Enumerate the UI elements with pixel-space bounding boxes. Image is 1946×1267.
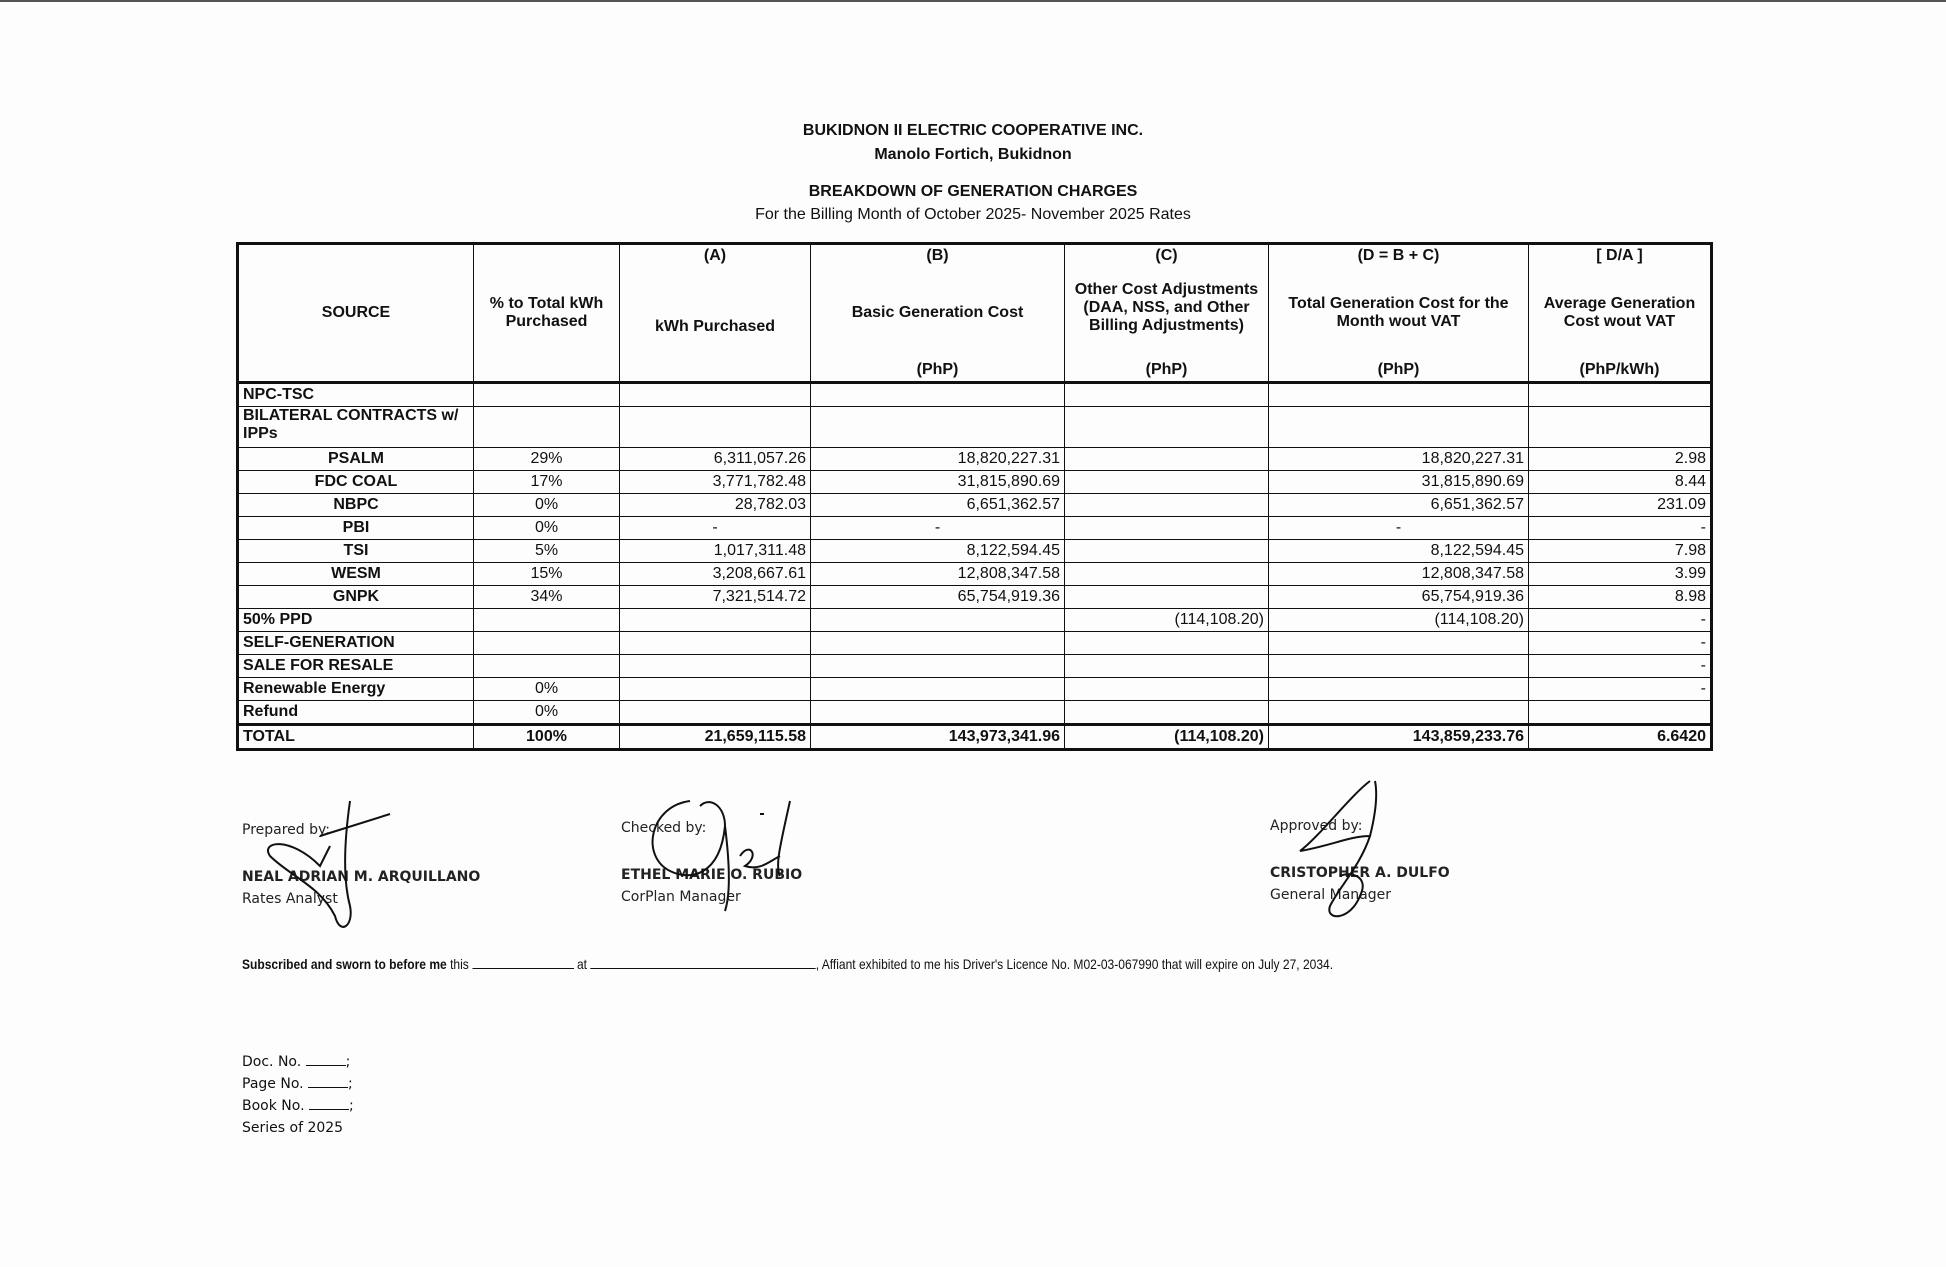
document-subtitle: For the Billing Month of October 2025- November 2025 Rates: [755, 206, 1191, 223]
cell-source: Renewable Energy: [238, 678, 474, 701]
cell-source: NBPC: [238, 494, 474, 517]
approved-by-label: Approved by:: [1270, 818, 1363, 834]
cell-avg: 2.98: [1529, 448, 1712, 471]
col-header-pct: % to Total kWh Purchased: [474, 244, 620, 383]
cell-pct: 15%: [474, 563, 620, 586]
document-title: BREAKDOWN OF GENERATION CHARGES: [808, 183, 1138, 200]
cell-total: 18,820,227.31: [1269, 448, 1529, 471]
cell-pct: [474, 632, 620, 655]
prepared-by-label: Prepared by:: [242, 822, 330, 838]
cell-other: [1065, 678, 1269, 701]
cell-source: SELF-GENERATION: [238, 632, 474, 655]
cell-kwh: [620, 407, 811, 448]
cell-pct: [474, 609, 620, 632]
prepared-by-name: NEAL ADRIAN M. ARQUILLANO: [242, 869, 481, 885]
cell-basic: -: [811, 517, 1065, 540]
cell-other: [1065, 517, 1269, 540]
date-blank: [472, 956, 573, 969]
cell-other: [1065, 407, 1269, 448]
series-line: Series of 2025: [242, 1120, 344, 1136]
cell-pct: 34%: [474, 586, 620, 609]
cell-source: Refund: [238, 701, 474, 725]
cell-avg: -: [1529, 678, 1712, 701]
table-body: [238, 383, 1712, 750]
cell-source: PSALM: [238, 448, 474, 471]
cell-basic: 65,754,919.36: [811, 586, 1065, 609]
cell-total: 6,651,362.57: [1269, 494, 1529, 517]
cell-avg: 8.44: [1529, 471, 1712, 494]
cell-total: 143,859,233.76: [1269, 725, 1529, 750]
cell-source: PBI: [238, 517, 474, 540]
cell-other: [1065, 563, 1269, 586]
cell-total: 8,122,594.45: [1269, 540, 1529, 563]
approved-by-position: General Manager: [1270, 887, 1391, 903]
cell-kwh: [620, 701, 811, 725]
cell-other: [1065, 471, 1269, 494]
cell-basic: [811, 678, 1065, 701]
cell-kwh: 7,321,514.72: [620, 586, 811, 609]
cell-total: (114,108.20): [1269, 609, 1529, 632]
cell-avg: -: [1529, 632, 1712, 655]
prepared-by-position: Rates Analyst: [242, 891, 338, 907]
cell-basic: [811, 609, 1065, 632]
col-header-source: SOURCE: [238, 244, 474, 383]
cell-total: [1269, 407, 1529, 448]
cell-pct: 0%: [474, 494, 620, 517]
cell-source: SALE FOR RESALE: [238, 655, 474, 678]
affidavit-bold: Subscribed and sworn to before me: [242, 956, 447, 972]
cell-kwh: 3,208,667.61: [620, 563, 811, 586]
top-border-line: [0, 0, 1946, 2]
cell-basic: [811, 655, 1065, 678]
cell-pct: 29%: [474, 448, 620, 471]
doc-no-label: Doc. No.: [242, 1054, 302, 1070]
cell-avg: -: [1529, 517, 1712, 540]
table-row: [238, 609, 1712, 632]
org-name: BUKIDNON II ELECTRIC COOPERATIVE INC.: [802, 122, 1144, 139]
approved-by-name: CRISTOPHER A. DULFO: [1270, 865, 1450, 881]
cell-total: 12,808,347.58: [1269, 563, 1529, 586]
cell-source: TSI: [238, 540, 474, 563]
cell-avg: [1529, 383, 1712, 407]
table-row: [238, 678, 1712, 701]
cell-kwh: 6,311,057.26: [620, 448, 811, 471]
cell-other: [1065, 586, 1269, 609]
cell-total: [1269, 678, 1529, 701]
cell-other: (114,108.20): [1065, 609, 1269, 632]
cell-avg: 8.98: [1529, 586, 1712, 609]
table-header-row: [238, 244, 1712, 383]
cell-kwh: 28,782.03: [620, 494, 811, 517]
cell-pct: 0%: [474, 701, 620, 725]
cell-basic: 6,651,362.57: [811, 494, 1065, 517]
cell-total: [1269, 632, 1529, 655]
cell-kwh: [620, 678, 811, 701]
checked-by-position: CorPlan Manager: [621, 889, 741, 905]
table-row: [238, 655, 1712, 678]
cell-pct: [474, 407, 620, 448]
cell-pct: [474, 383, 620, 407]
table-row: [238, 517, 1712, 540]
cell-total: [1269, 383, 1529, 407]
cell-avg: [1529, 407, 1712, 448]
doc-no-blank: [306, 1053, 346, 1066]
cell-avg: 231.09: [1529, 494, 1712, 517]
cell-total: 65,754,919.36: [1269, 586, 1529, 609]
cell-avg: 3.99: [1529, 563, 1712, 586]
org-location: Manolo Fortich, Bukidnon: [874, 146, 1072, 163]
cell-source: TOTAL: [238, 725, 474, 750]
cell-avg: 7.98: [1529, 540, 1712, 563]
cell-pct: [474, 655, 620, 678]
cell-source: FDC COAL: [238, 471, 474, 494]
cell-source: WESM: [238, 563, 474, 586]
cell-basic: [811, 383, 1065, 407]
affidavit-this: this: [450, 956, 469, 972]
cell-other: [1065, 701, 1269, 725]
cell-avg: [1529, 701, 1712, 725]
table-row: [238, 632, 1712, 655]
table-row: [238, 540, 1712, 563]
cell-source: 50% PPD: [238, 609, 474, 632]
approved-by-signature: [1280, 776, 1400, 936]
cell-avg: -: [1529, 655, 1712, 678]
cell-basic: [811, 632, 1065, 655]
cell-total: [1269, 655, 1529, 678]
table-row: [238, 448, 1712, 471]
cell-avg: -: [1529, 609, 1712, 632]
book-no-line: Book No. ;: [242, 1098, 354, 1114]
cell-pct: 0%: [474, 517, 620, 540]
cell-kwh: [620, 609, 811, 632]
cell-total: -: [1269, 517, 1529, 540]
cell-pct: 17%: [474, 471, 620, 494]
table-row: [238, 586, 1712, 609]
cell-kwh: [620, 383, 811, 407]
cell-source: NPC-TSC: [238, 383, 474, 407]
checked-by-label: Checked by:: [621, 820, 707, 836]
cell-other: [1065, 655, 1269, 678]
cell-kwh: 1,017,311.48: [620, 540, 811, 563]
cell-other: [1065, 494, 1269, 517]
table-row: [238, 494, 1712, 517]
cell-basic: 143,973,341.96: [811, 725, 1065, 750]
cell-basic: 8,122,594.45: [811, 540, 1065, 563]
cell-basic: 18,820,227.31: [811, 448, 1065, 471]
cell-other: [1065, 383, 1269, 407]
cell-total: [1269, 701, 1529, 725]
book-no-label: Book No.: [242, 1098, 305, 1114]
cell-pct: 100%: [474, 725, 620, 750]
table-row: [238, 407, 1712, 448]
cell-other: [1065, 540, 1269, 563]
affidavit-rest: , Affiant exhibited to me his Driver's Licence No. M02-03-067990 that will expire on July 27, 2034.: [815, 956, 1334, 972]
cell-pct: 0%: [474, 678, 620, 701]
table-row: [238, 383, 1712, 407]
cell-source: BILATERAL CONTRACTS w/ IPPs: [238, 407, 474, 448]
prepared-by-signature: [250, 796, 400, 936]
cell-other: [1065, 448, 1269, 471]
table-row: [238, 471, 1712, 494]
page-no-line: Page No. ;: [242, 1076, 353, 1092]
affidavit-at: at: [576, 956, 588, 972]
table-row: [238, 701, 1712, 725]
table-row: [238, 563, 1712, 586]
affidavit-line: [242, 956, 1333, 972]
col-header-kwh: (A) kWh Purchased: [620, 244, 811, 383]
col-header-other: (C) Other Cost Adjustments (DAA, NSS, and Other Billing Adjustments) (PhP): [1065, 244, 1269, 383]
cell-other: [1065, 632, 1269, 655]
cell-source: GNPK: [238, 586, 474, 609]
book-no-blank: [309, 1097, 349, 1110]
doc-info: [242, 1051, 354, 1139]
doc-no-line: Doc. No. ;: [242, 1054, 351, 1070]
cell-kwh: [620, 655, 811, 678]
checked-by-name: ETHEL MARIE O. RUBIO: [621, 867, 803, 883]
cell-kwh: 21,659,115.58: [620, 725, 811, 750]
generation-charges-table: [236, 242, 1713, 751]
cell-total: 31,815,890.69: [1269, 471, 1529, 494]
place-blank: [590, 956, 815, 969]
cell-kwh: [620, 632, 811, 655]
cell-other: (114,108.20): [1065, 725, 1269, 750]
cell-avg: 6.6420: [1529, 725, 1712, 750]
page-no-blank: [308, 1075, 348, 1088]
cell-basic: 12,808,347.58: [811, 563, 1065, 586]
cell-pct: 5%: [474, 540, 620, 563]
cell-basic: [811, 701, 1065, 725]
table-total-row: [238, 725, 1712, 750]
cell-kwh: 3,771,782.48: [620, 471, 811, 494]
cell-basic: 31,815,890.69: [811, 471, 1065, 494]
col-header-total: (D = B + C) Total Generation Cost for the Month wout VAT (PhP): [1269, 244, 1529, 383]
cell-basic: [811, 407, 1065, 448]
cell-kwh: -: [620, 517, 811, 540]
col-header-basic: (B) Basic Generation Cost (PhP): [811, 244, 1065, 383]
page-no-label: Page No.: [242, 1076, 304, 1092]
col-header-avg: [ D/A ] Average Generation Cost wout VAT (PhP/kWh): [1529, 244, 1712, 383]
checked-by-signature: [630, 786, 800, 916]
